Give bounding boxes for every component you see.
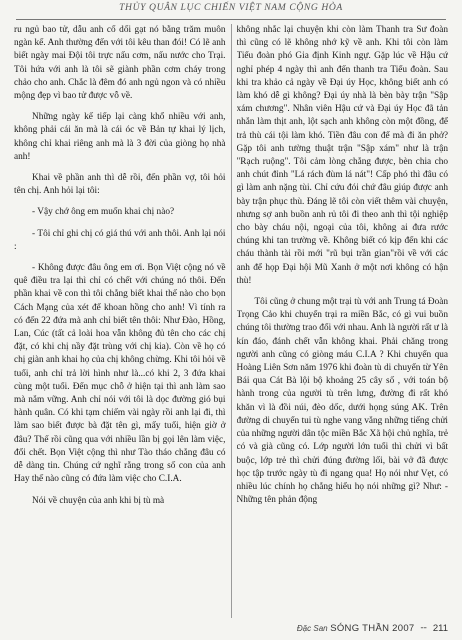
publication-name: [297, 623, 415, 634]
column-divider: [231, 24, 232, 618]
page-footer: [297, 620, 448, 636]
paragraph: Nói về chuyện của anh khi bị tù mà: [32, 495, 165, 506]
dialogue-line: - Không được đâu ông em ơi. Bọn Việt cộng nó về quê điều tra lại thì chỉ có chết với chúng nó thôi. Đến phần khai về con thì tôi chẳng biết khai thế nào cho bọn Cách Mạng của xét để khoan hồng cho anh! Vì tính ra có đến 22 đứa mà anh chỉ biết tên thôi: Như Đào, Hồng, Lan, Cúc (tất cả loài hoa vẫn không đủ tên cho các chị đặt, có khi chị nầy đặt trùng với chị kia). Còn về họ có chị giàn anh khai họ của chị không chừng. Khi tôi hỏi về tuổi, anh chỉ trả lời hình như là...có khi 2, 3 đứa khai cùng một tuổi. Đến mục chỗ ở hiện tại thì anh làm sao mà nắm vững. Anh chỉ nói với tôi là dọc đường gió bụi hành quân. Có khi tạm chiếm vài ngày rồi anh lại đi, thì làm sao biết được bà đặt tên gì, mấy tuổi, hiện giờ ở đâu? Thế rồi cũng qua với nhiều lần bị gọi lên làm việc, đổi chết. Bọn Việt cộng thì như Tào tháo chẳng đâu có dễ dàng tin. Chúng cứ nghĩ rằng trong số con của anh Hay thế nào cũng có đứa làm việc cho C.I.A.: [14, 263, 226, 485]
publication-prefix: Đặc San: [296, 623, 328, 633]
left-column: [14, 24, 226, 618]
publication-title: SÓNG THẦN 2007: [330, 622, 415, 634]
right-column: [237, 24, 449, 618]
paragraph: không nhắc lại chuyện khi còn làm Thanh tra Sư đoàn thì cũng có lẽ không nhớ kỹ về anh. Khi tôi còn làm Tiểu đoàn phó Gia định Kinh ngự. Gặp lúc về Hậu cứ nghỉ phép 4 ngày thì anh đến thanh tra Tiểu đoàn. Sau khi tra khảo cả ngày về Đại úy Học, không biết anh có làm khó dễ gì không? Đại úy nhà là bèn bày trận "Sập xám chương". Nhân viên Hậu cứ và Đại úy Học đã tản nhắn làm thịt anh, lột sạch anh không còn một đồng, để trả thù cái tội làm khó. Tiền đâu con để mà đi ăn phở? Gặp tôi anh tường thuật trận "Sập xám" như là trận "Rạch ruộng". Tôi cảm lòng chẳng được, bèn chia cho anh chút đỉnh "Lá rách đùm lá nát"! Cấp phó thì đâu có gì làm anh nặng tùi. Chỉ cứu đói chứ đâu giúp được anh bày trận phục thù. Đáng lẽ tôi còn viết thêm vài chuyện, nhưng sợ anh buồn anh rủ tôi đi theo anh thì tội nghiệp cho bày cháu nội, ngoại của tôi, không ai đưa rước chúng khi tan trường về. Không biết có kịp đến khi các cháu thành tài rồi mới "rũ bụi trần gian"rồi về với các anh để họp Đại hội Mũ Xanh ở một nơi không có hận thù!: [236, 25, 448, 286]
dialogue-line: - Vậy chớ ông em muốn khai chị nào?: [32, 207, 175, 218]
header-rule: [16, 19, 446, 20]
page-number: 211: [432, 622, 448, 634]
text-columns: [14, 24, 448, 618]
paragraph: Khai về phần anh thì dễ rồi, đến phần vợ, tôi hỏi tên chị. Anh hỏi lại tôi:: [14, 173, 226, 197]
paragraph: ru ngủ bao tử, dẫu anh cố dối gạt nó bằng trăm muôn ngàn kế. Anh thường đến với tôi kêu than đói! Có lẽ anh biết ngày mai Đội tôi trực nấu cơm, nấu nước cho Trại. Tôi hứa với anh là tôi sẽ giành phần cơm cháy trong chảo cho anh. Chắc là đêm đó anh ngủ ngon và có nhiều mộng đẹp vì bao tử được vỗ về.: [14, 25, 226, 102]
paragraph: Những ngày kế tiếp lại càng khổ nhiều với anh, không phải cái ăn mà là cái óc về Bản tự khai lý lịch, không chỉ khai riêng anh mà là 3 đời của giòng họ nhà anh!: [14, 112, 226, 162]
footer-separator: --: [420, 623, 427, 633]
running-header: THỦY QUÂN LỤC CHIẾN VIỆT NAM CỘNG HÒA: [119, 2, 343, 13]
dialogue-line: - Tôi chỉ ghi chị có giá thú với anh thôi. Anh lại nói :: [14, 228, 226, 252]
paragraph: Tôi cũng ở chung một trại tù với anh Trung tá Đoàn Trọng Cảo khi chuyển trại ra miền Bắc, có gì vui buồn chúng tôi thường trao đổi với nhau. Anh là người rất ư là kín đáo, đánh chết vẫn không khai. Phải chăng trong người anh cũng có giòng máu C.I.A ? Khi chuyến qua Hoàng Liên Sơn năm 1976 khi đoàn tù di chuyển từ Yên Bái qua Cát Bà lội bộ khoảng 25 cây số , với toán bộ hành trong của người tù trên lưng, đường đi rất khó khăn vì là đồi núi, đèo dốc, dưới họng súng AK. Trên đường di chuyển tui tù nghe vang vẳng những tiếng chửi của những người dân tộc miền Bắc Xã hội chủ nghĩa, trẻ có và già cũng có. Lớp người lớn tuổi thì chửi vì bất buộc, lớp trẻ thì chửi đúng đường lối, bài vở đã được học tập trước ngày tù đi ngang qua! Họ nói như Vẹt, có nhiều lúc chính họ chẳng hiểu họ nói những gì? Như: - Những tên phản động: [236, 297, 448, 506]
